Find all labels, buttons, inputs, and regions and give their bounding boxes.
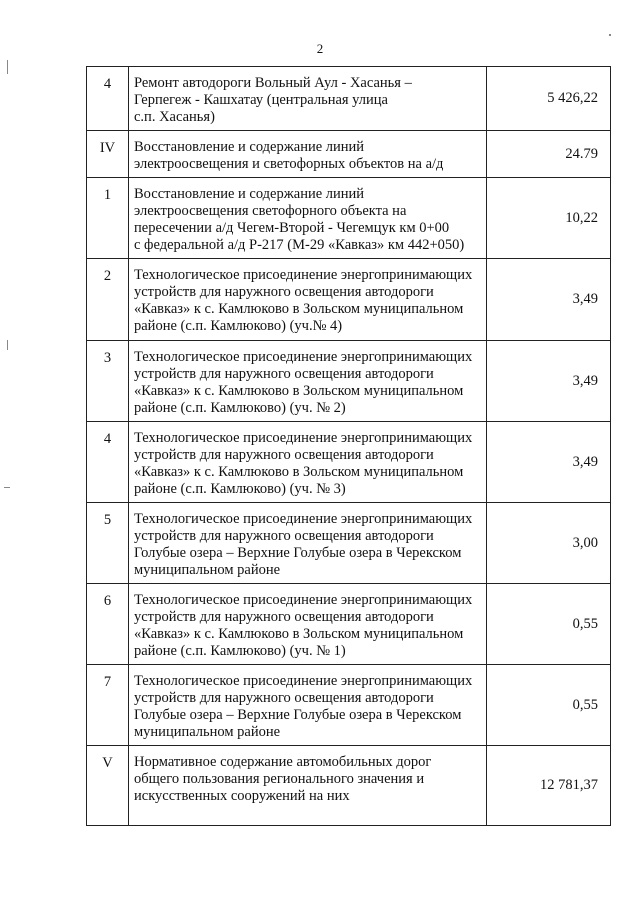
table-row [87,67,611,131]
row-amount: 0,55 [487,665,611,746]
row-amount: 3,49 [487,259,611,341]
table-row [87,503,611,584]
row-amount: 3,49 [487,341,611,422]
row-number: IV [87,131,129,178]
row-description: Технологическое присоединение энергопринимающих устройств для наружного освещения автодороги «Кавказ» к с. Камлюково в Зольском муниципальном районе (с.п. Камлюково) (уч. № 2) [129,341,487,422]
row-description: Технологическое присоединение энергопринимающих устройств для наружного освещения автодороги «Кавказ» к с. Камлюково в Зольском муниципальном районе (с.п. Камлюково) (уч. № 1) [129,584,487,665]
row-amount: 0,55 [487,584,611,665]
row-description: Технологическое присоединение энергопринимающих устройств для наружного освещения автодороги «Кавказ» к с. Камлюково в Зольском муниципальном районе (с.п. Камлюково) (уч.№ 4) [129,259,487,341]
row-description: Восстановление и содержание линий электроосвещения светофорного объекта на пересечении а/д Чегем-Второй - Чегемцук км 0+00 с федеральной а/д Р-217 (М-29 «Кавказ» км 442+050) [129,178,487,259]
row-number: 3 [87,341,129,422]
row-description: Технологическое присоединение энергопринимающих устройств для наружного освещения автодороги «Кавказ» к с. Камлюково в Зольском муниципальном районе (с.п. Камлюково) (уч. № 3) [129,422,487,503]
scan-mark [7,60,8,74]
row-number: V [87,746,129,826]
row-description: Технологическое присоединение энергопринимающих устройств для наружного освещения автодороги Голубые озера – Верхние Голубые озера в Черекском муниципальном районе [129,665,487,746]
row-amount: 5 426,22 [487,67,611,131]
row-amount: 12 781,37 [487,746,611,826]
row-number: 1 [87,178,129,259]
scan-mark [609,34,611,36]
row-amount: 3,49 [487,422,611,503]
scan-mark [7,340,8,350]
row-description: Технологическое присоединение энергопринимающих устройств для наружного освещения автодороги Голубые озера – Верхние Голубые озера в Черекском муниципальном районе [129,503,487,584]
row-description: Нормативное содержание автомобильных дорог общего пользования регионального значения и искусственных сооружений на них [129,746,487,826]
table-row [87,746,611,826]
scan-mark [4,487,10,488]
budget-table [86,66,611,826]
row-amount: 3,00 [487,503,611,584]
row-number: 2 [87,259,129,341]
row-description: Восстановление и содержание линий электроосвещения и светофорных объектов на а/д [129,131,487,178]
table-row [87,584,611,665]
row-amount: 10,22 [487,178,611,259]
table-row [87,259,611,341]
row-amount: 24.79 [487,131,611,178]
table-row [87,422,611,503]
row-number: 5 [87,503,129,584]
table-row [87,341,611,422]
row-number: 7 [87,665,129,746]
row-number: 4 [87,67,129,131]
row-description: Ремонт автодороги Вольный Аул - Хасанья – Герпегеж - Кашхатау (центральная улица с.п. Хасанья) [129,67,487,131]
table-row [87,131,611,178]
row-number: 4 [87,422,129,503]
table-row [87,178,611,259]
row-number: 6 [87,584,129,665]
table-row [87,665,611,746]
page-number: 2 [316,41,324,56]
